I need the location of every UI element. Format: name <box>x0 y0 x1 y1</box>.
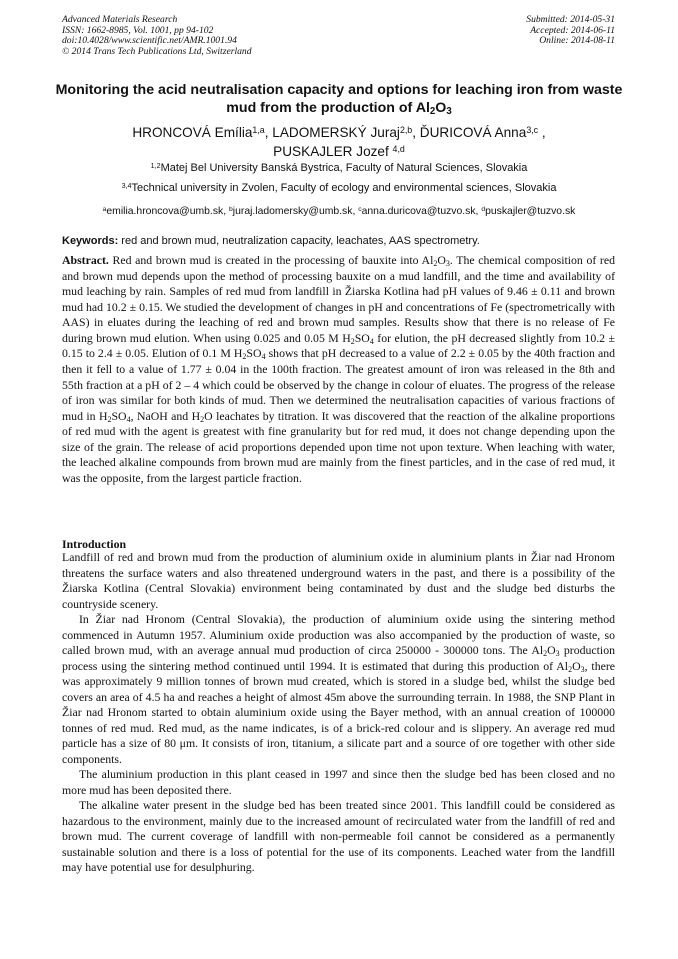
journal-doi: doi:10.4028/www.scientific.net/AMR.1001.94 <box>62 35 237 47</box>
email-link[interactable]: juraj.ladomersky@umb.sk, <box>232 206 359 217</box>
submitted-date: Submitted: 2014-05-31 <box>526 14 615 25</box>
paragraph: In Žiar nad Hronom (Central Slovakia), the production of aluminium oxide using the sintering method commenced in Autumn 1957. Aluminium oxide production was also accompanied by the production of waste, so called brown mud, with an average annual mud production of circa 250000 - 300000 tons. The $Al_2O_3$ production process using the sintering method continued until 1994. It is estimated that during this production of $Al_2O_3$, there was approximately 9 million tonnes of brown mud created, which is stored in a sludge bed, whilst the sludge bed covers an area of 4.5 ha and reaches a height of almost 45m above the surrounding terrain. In 1988, the SNP Plant in Žiar nad Hronom started to obtain aluminium oxide using the Bayer method, with an annual creation of 100000 tonnes of red mud. Red mud, as the name indicates, is of a brick-red colour and is slippery. An average red mud particle has a size of 80 μm. It consists of iron, titanium, a silicate part and a source of ore together with other side components. <box>62 612 616 766</box>
author-list: HRONCOVÁ Emília$^{1,a}$, LADOMERSKÝ Juraj$^{2,b}$, ĎURICOVÁ Anna$^{3,c}$ , PUSKAJLER Jozef $^{4,d}$ <box>132 125 546 159</box>
author-name: PUSKAJLER Jozef <box>273 144 393 159</box>
keywords-label: Keywords: <box>62 235 119 247</box>
abstract: Abstract. Red and brown mud is created in the processing of bauxite into $Al_2O_3$. The chemical composition of red and brown mud depends upon the method of processing bauxite on a mud landfill, and the time and availability of mud leaching by rain. Samples of red mud from landfill in Žiarska Kotlina had pH values of 9.46 ± 0.11 and brown mud had 10.2 ± 0.15. We studied the development of changes in pH and concentrations of Fe (spectrometrically with AAS) in eluates during the leaching of red and brown mud samples. Results show that there is no release of Fe during brown mud elution. When using 0.025 and 0.05 M $H_2SO_4$ for elution, the pH decreased slightly from 10.2 ± 0.15 to 2.4 ± 0.05. Elution of 0.1 M $H_2SO_4$ shows that pH decreased to a value of 2.2 ± 0.05 by the 40th fraction and then it fell to a value of 1.77 ± 0.04 in the 100th fraction. The greatest amount of iron was released in the 8th and 55th fraction at a pH of 2 – 4 which could be observed by the change in colour of eluates. The progress of the release of iron was similar for both kinds of mud. Then we determined the neutralisation capacities of various fractions of mud in $H_2SO_4$, NaOH and $H_2O$ leachates by titration. It was discovered that the reaction of the alkaline proportions of red mud with the agent is greatest with fine granularity but for red mud, it does not change depending upon the size of the grain. The release of acid proportions depended upon time not upon texture. When leaching with water, the leached alkaline compounds from brown mud are mainly from the finest particles, and in the case of red mud, it was the opposite, from the largest particle fraction. <box>62 253 615 485</box>
journal-issn: ISSN: 1662-8985, Vol. 1001, pp 94-102 <box>62 24 214 36</box>
paragraph: The alkaline water present in the sludge bed has been treated since 2001. This landfill could be considered as hazardous to the environment, mainly due to the increased amount of recirculated water from the landfill of red and brown mud. The current coverage of landfill with non-permeable foil cannot be considered as a permanently sustainable solution and there is a loss of potential for the use of its components. Leached water from the landfill may have potential use for desulphuring. <box>62 798 615 874</box>
affiliation-1: $^{1,2}$Matej Bel University Banská Bystrica, Faculty of Natural Sciences, Slovakia <box>150 161 528 174</box>
abstract-label: Abstract. <box>62 253 109 267</box>
author-affiliation-mark: 4,d <box>392 144 405 155</box>
keywords-text: red and brown mud, neutralization capacity, leachates, AAS spectrometry. <box>118 235 480 247</box>
email-link[interactable]: anna.duricova@tuzvo.sk, <box>361 206 482 217</box>
paragraph: Landfill of red and brown mud from the production of aluminium oxide in aluminium plants in Žiar nad Hronom threatens the surface waters and also threatened underground waters in the past, and there is a possibility of the Žiarska Kotlina (Central Slovakia) environment being contaminated by dust and the sludge bed disturbs the countryside scenery. <box>62 550 615 611</box>
accepted-date: Accepted: 2014-06-11 <box>530 24 615 36</box>
journal-header <box>62 15 252 57</box>
author-name: ĎURICOVÁ Anna <box>419 125 527 140</box>
dates-header <box>526 15 615 47</box>
author-name: LADOMERSKÝ Juraj <box>272 125 400 140</box>
online-date: Online: 2014-08-11 <box>539 35 615 47</box>
paragraph: The aluminium production in this plant ceased in 1997 and since then the sludge bed has been closed and no more mud has been deposited there. <box>62 767 615 797</box>
author-name: HRONCOVÁ Emília <box>132 125 253 140</box>
section-heading-introduction: Introduction <box>62 537 127 551</box>
introduction-body <box>62 550 615 876</box>
email-link[interactable]: emilia.hroncova@umb.sk, <box>106 206 229 217</box>
journal-copyright: © 2014 Trans Tech Publications Ltd, Switzerland <box>62 45 252 57</box>
author-affiliation-mark: 2,b <box>399 125 413 136</box>
email-link[interactable]: puskajler@tuzvo.sk <box>485 206 576 217</box>
author-affiliation-mark: 3,c <box>526 125 539 136</box>
affiliation-2: $^{3,4}$Technical university in Zvolen, Faculty of ecology and environmental sciences, Slovakia <box>121 181 557 194</box>
keywords <box>62 234 480 248</box>
author-affiliation-mark: 1,a <box>252 125 265 136</box>
author-emails: $^a$emilia.hroncova@umb.sk, $^b$juraj.ladomersky@umb.sk, $^c$anna.duricova@tuzvo.sk, $^d$puskajler@tuzvo.sk <box>102 205 576 217</box>
paper-title: Monitoring the acid neutralisation capacity and options for leaching iron from waste mud from the production of $Al_2O_3$ <box>55 82 623 117</box>
journal-name: Advanced Materials Research <box>62 14 178 25</box>
